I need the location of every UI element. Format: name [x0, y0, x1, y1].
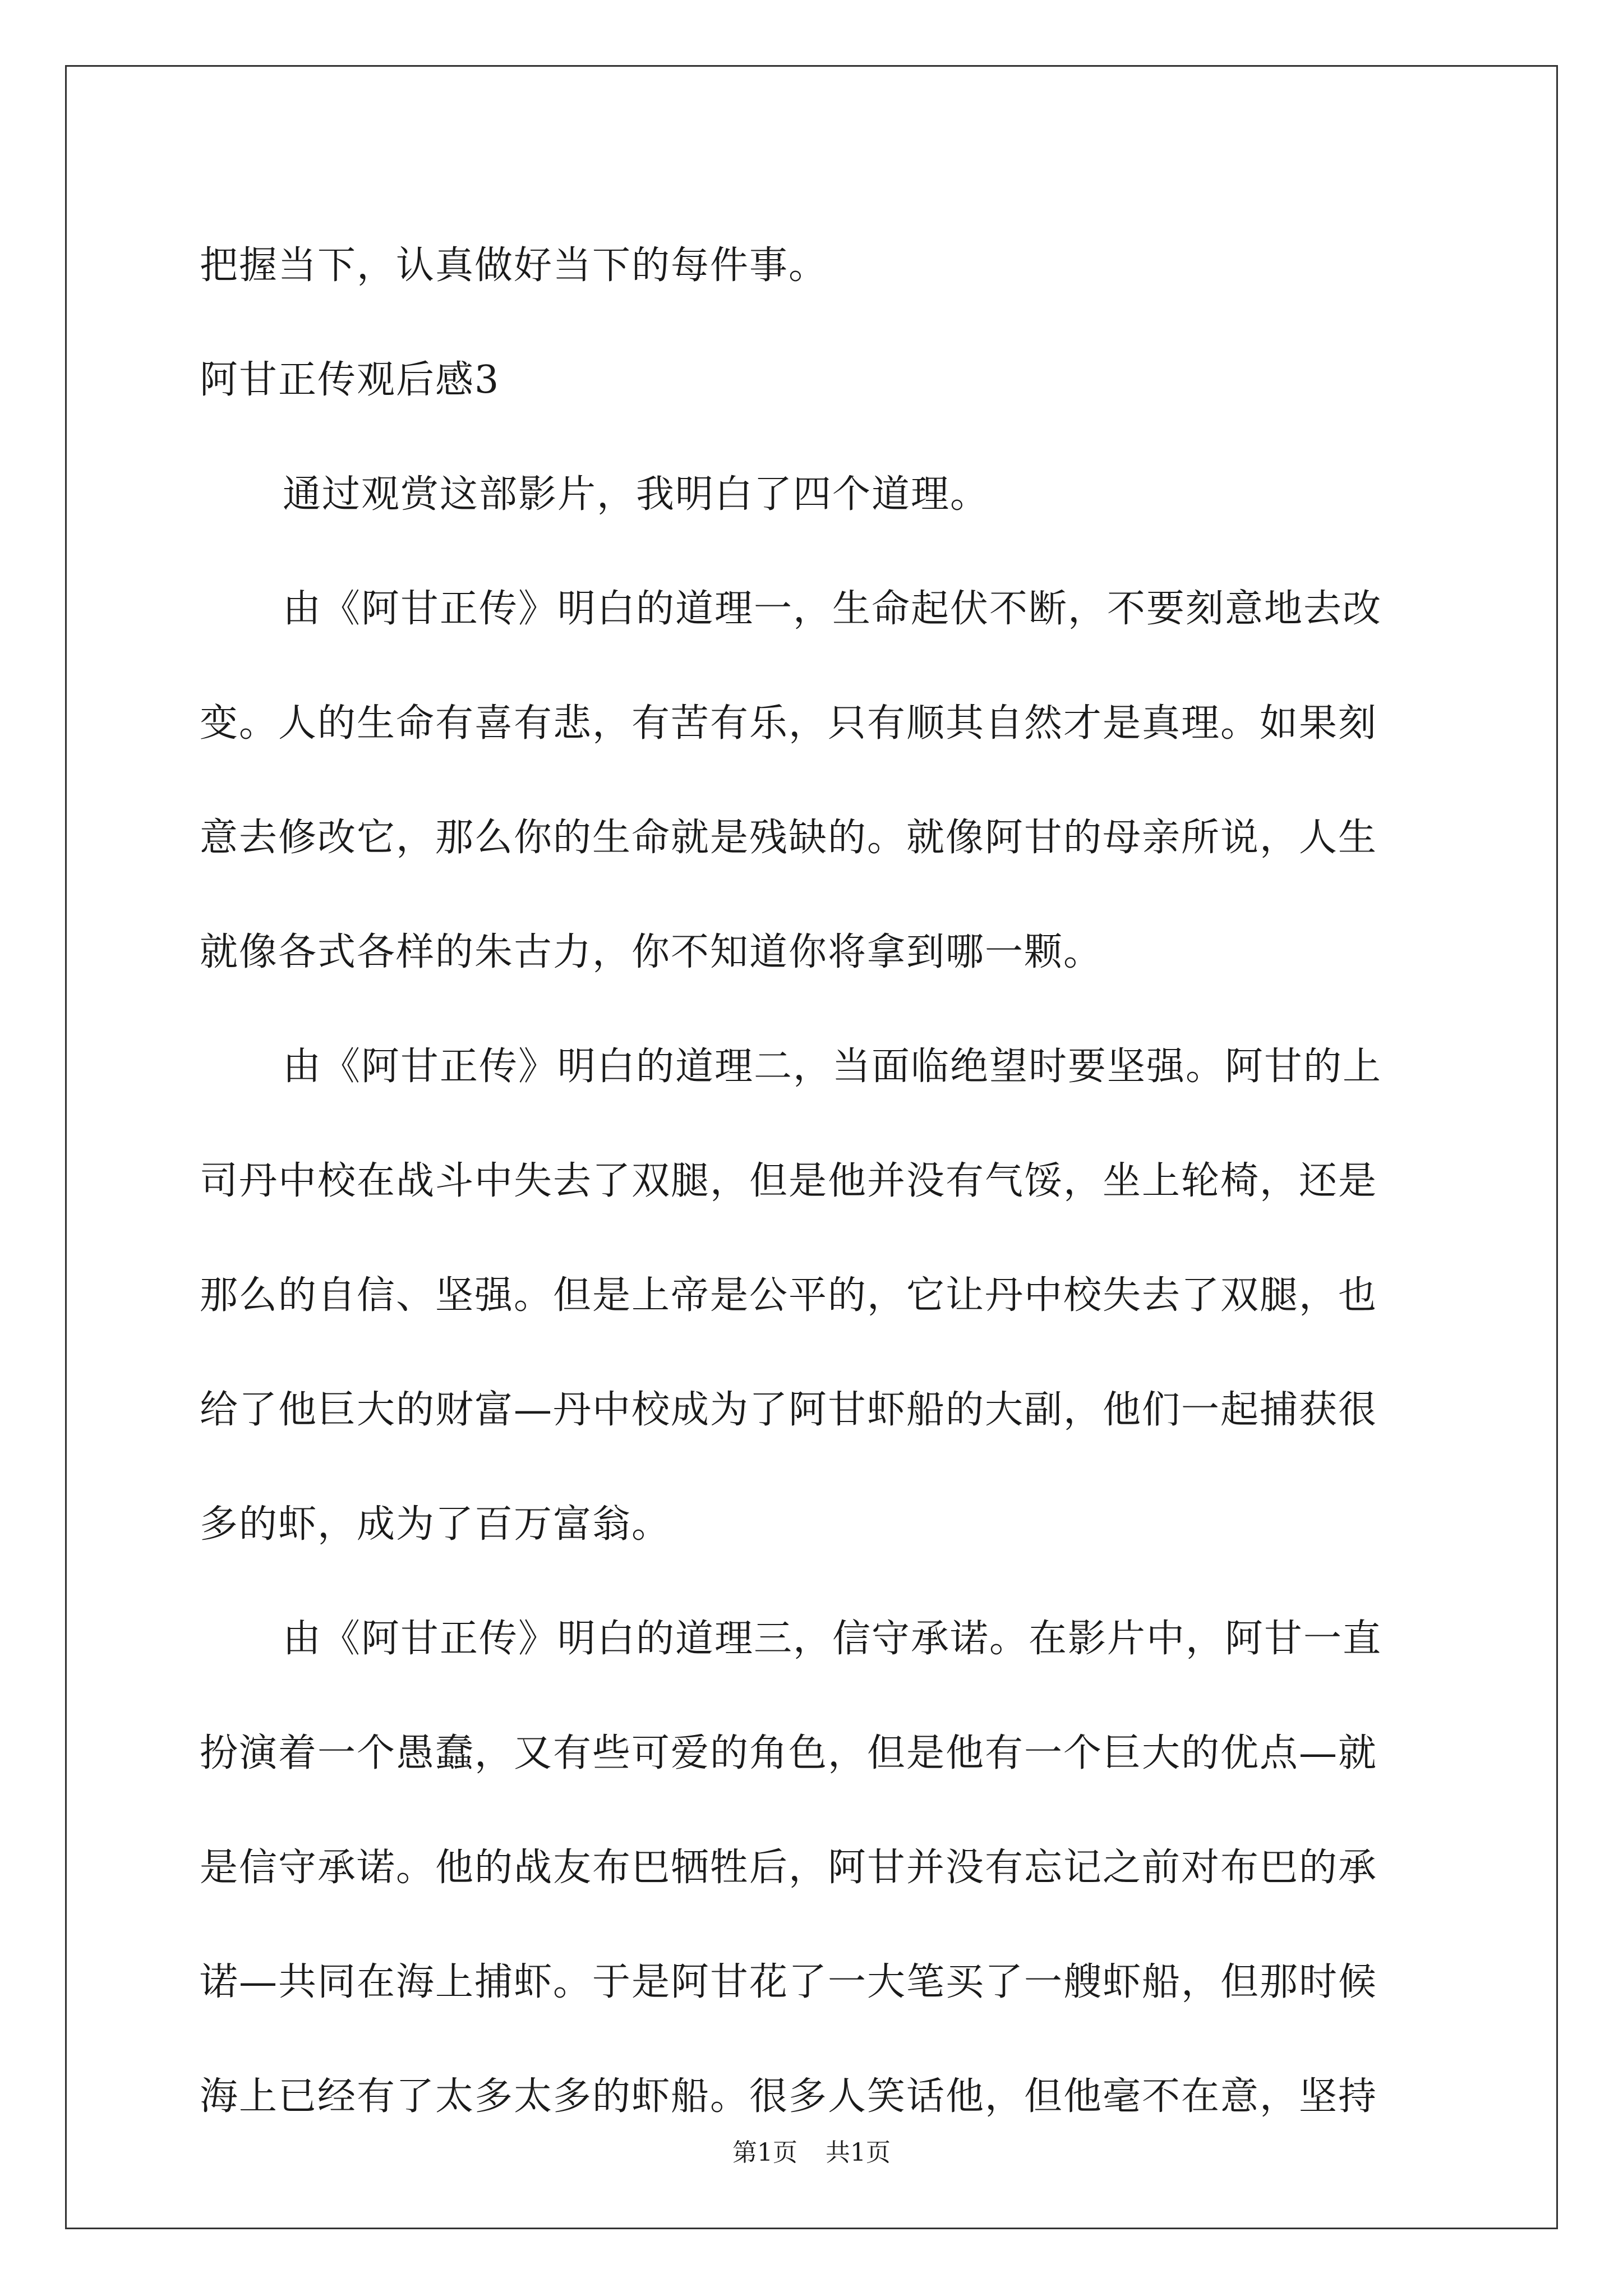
page-number: 第1页	[732, 2138, 797, 2167]
page-total: 共1页	[826, 2138, 891, 2167]
text-line: 司丹中校在战斗中失去了双腿，但是他并没有气馁，坐上轮椅，还是	[200, 1159, 1378, 1203]
text-line: 通过观赏这部影片，我明白了四个道理。	[283, 472, 990, 517]
text-line: 意去修改它，那么你的生命就是残缺的。就像阿甘的母亲所说，人生	[200, 816, 1378, 860]
text-line: 给了他巨大的财富—丹中校成为了阿甘虾船的大副，他们一起捕获很	[200, 1388, 1378, 1432]
text-line: 扮演着一个愚蠢，又有些可爱的角色，但是他有一个巨大的优点—就	[200, 1731, 1378, 1775]
text-line: 那么的自信、坚强。但是上帝是公平的，它让丹中校失去了双腿，也	[200, 1273, 1378, 1318]
text-line: 把握当下，认真做好当下的每件事。	[200, 243, 828, 288]
section-title: 阿甘正传观后感3	[200, 358, 500, 402]
text-line: 海上已经有了太多太多的虾船。很多人笑话他，但他毫不在意，坚持	[200, 2074, 1378, 2119]
page-footer	[0, 2136, 1623, 2170]
text-line: 多的虾，成为了百万富翁。	[200, 1502, 671, 1547]
text-line: 由《阿甘正传》明白的道理二，当面临绝望时要坚强。阿甘的上	[283, 1045, 1382, 1089]
text-line: 就像各式各样的朱古力，你不知道你将拿到哪一颗。	[200, 930, 1103, 974]
text-line: 由《阿甘正传》明白的道理一，生命起伏不断，不要刻意地去改	[283, 587, 1382, 631]
text-line: 是信守承诺。他的战友布巴牺牲后，阿甘并没有忘记之前对布巴的承	[200, 1846, 1378, 1890]
text-line: 由《阿甘正传》明白的道理三，信守承诺。在影片中，阿甘一直	[283, 1617, 1382, 1661]
text-line: 变。人的生命有喜有悲，有苦有乐，只有顺其自然才是真理。如果刻	[200, 701, 1378, 746]
document-body	[200, 209, 1428, 2154]
text-line: 诺—共同在海上捕虾。于是阿甘花了一大笔买了一艘虾船，但那时候	[200, 1960, 1378, 2004]
